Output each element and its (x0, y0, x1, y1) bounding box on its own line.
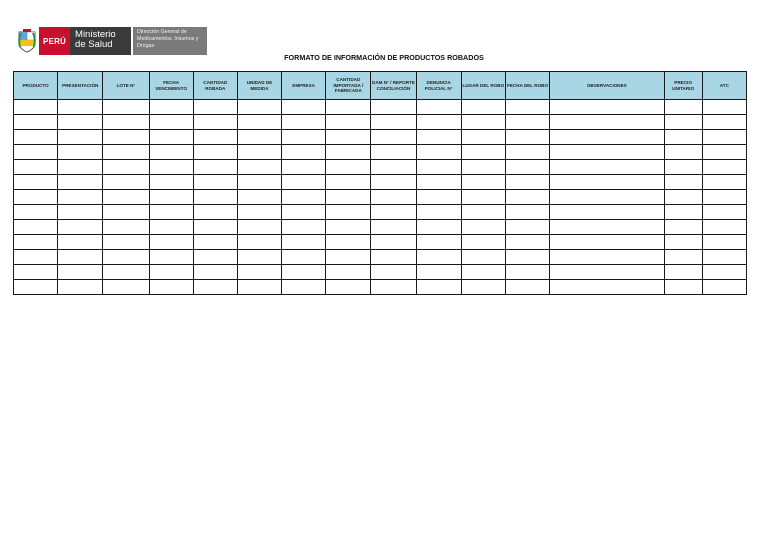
table-cell[interactable] (505, 145, 549, 160)
table-cell[interactable] (14, 265, 58, 280)
table-cell[interactable] (461, 205, 505, 220)
table-cell[interactable] (416, 115, 461, 130)
column-header: FECHA VENCIMIENTO (149, 72, 193, 100)
table-cell[interactable] (14, 250, 58, 265)
table-cell[interactable] (103, 235, 149, 250)
table-cell[interactable] (505, 265, 549, 280)
table-cell[interactable] (416, 280, 461, 295)
table-cell[interactable] (193, 130, 237, 145)
table-cell[interactable] (149, 205, 193, 220)
table-cell[interactable] (103, 250, 149, 265)
table-cell[interactable] (237, 115, 281, 130)
table-cell[interactable] (461, 280, 505, 295)
table-cell[interactable] (14, 190, 58, 205)
logo-directorate-label: Dirección General de Medicamentos, Insumos y Drogas (133, 27, 207, 55)
table-cell[interactable] (149, 235, 193, 250)
table-row (14, 235, 747, 250)
table-cell[interactable] (461, 250, 505, 265)
table-cell[interactable] (326, 265, 371, 280)
table-cell[interactable] (326, 220, 371, 235)
column-header: LOTE N° (103, 72, 149, 100)
table-cell[interactable] (702, 100, 746, 115)
table-cell[interactable] (103, 175, 149, 190)
table-cell[interactable] (664, 250, 702, 265)
table-cell[interactable] (702, 145, 746, 160)
ministry-logo (15, 27, 207, 55)
table-cell[interactable] (58, 250, 103, 265)
table-cell[interactable] (416, 235, 461, 250)
table-cell[interactable] (282, 115, 326, 130)
table-cell[interactable] (237, 130, 281, 145)
table-cell[interactable] (326, 130, 371, 145)
table-cell[interactable] (461, 220, 505, 235)
table-cell[interactable] (702, 265, 746, 280)
table-cell[interactable] (193, 190, 237, 205)
table-cell[interactable] (326, 235, 371, 250)
table-cell[interactable] (237, 280, 281, 295)
table-cell[interactable] (371, 130, 416, 145)
table-header-row (14, 72, 747, 100)
table-cell[interactable] (282, 145, 326, 160)
table-cell[interactable] (58, 175, 103, 190)
table-cell[interactable] (505, 115, 549, 130)
table-cell[interactable] (282, 235, 326, 250)
table-cell[interactable] (193, 160, 237, 175)
table-cell[interactable] (282, 280, 326, 295)
table-cell[interactable] (461, 100, 505, 115)
table-cell[interactable] (550, 250, 664, 265)
table-cell[interactable] (14, 220, 58, 235)
table-cell[interactable] (14, 175, 58, 190)
table-cell[interactable] (664, 265, 702, 280)
table-cell[interactable] (461, 235, 505, 250)
table-cell[interactable] (664, 145, 702, 160)
column-header: ATC (702, 72, 746, 100)
table-cell[interactable] (416, 130, 461, 145)
table-cell[interactable] (326, 190, 371, 205)
table-cell[interactable] (702, 175, 746, 190)
table-cell[interactable] (193, 220, 237, 235)
table-cell[interactable] (237, 250, 281, 265)
table-cell[interactable] (416, 250, 461, 265)
table-cell[interactable] (505, 175, 549, 190)
table-cell[interactable] (702, 115, 746, 130)
peru-coat-of-arms-icon (15, 27, 39, 55)
table-cell[interactable] (149, 220, 193, 235)
table-cell[interactable] (193, 205, 237, 220)
table-cell[interactable] (14, 130, 58, 145)
table-row (14, 100, 747, 115)
table-cell[interactable] (461, 145, 505, 160)
table-cell[interactable] (416, 175, 461, 190)
table-cell[interactable] (371, 115, 416, 130)
table-cell[interactable] (550, 175, 664, 190)
table-cell[interactable] (505, 100, 549, 115)
table-cell[interactable] (282, 250, 326, 265)
table-cell[interactable] (461, 115, 505, 130)
table-cell[interactable] (58, 130, 103, 145)
table-cell[interactable] (193, 235, 237, 250)
table-cell[interactable] (371, 235, 416, 250)
table-cell[interactable] (664, 220, 702, 235)
table-cell[interactable] (371, 145, 416, 160)
table-cell[interactable] (505, 235, 549, 250)
table-cell[interactable] (149, 160, 193, 175)
table-cell[interactable] (14, 100, 58, 115)
table-cell[interactable] (14, 160, 58, 175)
table-cell[interactable] (505, 280, 549, 295)
table-cell[interactable] (416, 100, 461, 115)
table-cell[interactable] (326, 100, 371, 115)
table-cell[interactable] (58, 160, 103, 175)
table-cell[interactable] (149, 190, 193, 205)
column-header: FECHA DEL ROBO (505, 72, 549, 100)
table-cell[interactable] (505, 250, 549, 265)
table-cell[interactable] (58, 205, 103, 220)
table-cell[interactable] (664, 160, 702, 175)
column-header: DENUNCIA POLICIAL N° (416, 72, 461, 100)
table-cell[interactable] (237, 190, 281, 205)
table-cell[interactable] (664, 100, 702, 115)
table-cell[interactable] (193, 265, 237, 280)
table-cell[interactable] (103, 145, 149, 160)
table-cell[interactable] (237, 100, 281, 115)
table-cell[interactable] (326, 175, 371, 190)
column-header: CANTIDAD IMPORTADA / FABRICADA (326, 72, 371, 100)
table-cell[interactable] (149, 175, 193, 190)
table-cell[interactable] (103, 130, 149, 145)
table-cell[interactable] (149, 130, 193, 145)
table-cell[interactable] (550, 265, 664, 280)
table-cell[interactable] (14, 235, 58, 250)
table-cell[interactable] (371, 280, 416, 295)
table-cell[interactable] (282, 265, 326, 280)
table-cell[interactable] (664, 205, 702, 220)
table-cell[interactable] (371, 100, 416, 115)
table-cell[interactable] (282, 175, 326, 190)
table-cell[interactable] (58, 145, 103, 160)
table-cell[interactable] (103, 280, 149, 295)
table-cell[interactable] (149, 250, 193, 265)
table-cell[interactable] (149, 145, 193, 160)
table-cell[interactable] (416, 190, 461, 205)
table-cell[interactable] (193, 115, 237, 130)
table-cell[interactable] (237, 145, 281, 160)
table-cell[interactable] (664, 190, 702, 205)
table-cell[interactable] (282, 100, 326, 115)
table-row (14, 280, 747, 295)
table-cell[interactable] (550, 190, 664, 205)
table-row (14, 250, 747, 265)
table-cell[interactable] (326, 250, 371, 265)
table-cell[interactable] (193, 100, 237, 115)
table-cell[interactable] (237, 220, 281, 235)
table-cell[interactable] (193, 175, 237, 190)
table-cell[interactable] (550, 220, 664, 235)
table-cell[interactable] (505, 160, 549, 175)
table-cell[interactable] (237, 265, 281, 280)
table-row (14, 175, 747, 190)
table-cell[interactable] (702, 160, 746, 175)
table-cell[interactable] (416, 205, 461, 220)
table-cell[interactable] (326, 280, 371, 295)
table-cell[interactable] (282, 205, 326, 220)
column-header: PRECIO UNITARIO (664, 72, 702, 100)
table-cell[interactable] (416, 145, 461, 160)
table-cell[interactable] (505, 220, 549, 235)
table-row (14, 190, 747, 205)
table-cell[interactable] (103, 190, 149, 205)
table-cell[interactable] (371, 160, 416, 175)
table-cell[interactable] (702, 235, 746, 250)
table-cell[interactable] (282, 190, 326, 205)
table-cell[interactable] (193, 250, 237, 265)
column-header: EMPRESA (282, 72, 326, 100)
column-header: CANTIDAD ROBADA (193, 72, 237, 100)
table-cell[interactable] (461, 175, 505, 190)
table-cell[interactable] (58, 280, 103, 295)
table-cell[interactable] (58, 235, 103, 250)
table-row (14, 220, 747, 235)
table-cell[interactable] (149, 280, 193, 295)
table-cell[interactable] (550, 160, 664, 175)
table-cell[interactable] (237, 175, 281, 190)
table-cell[interactable] (371, 205, 416, 220)
table-cell[interactable] (461, 130, 505, 145)
table-cell[interactable] (416, 220, 461, 235)
column-header: UNIDAD DE MEDIDA (237, 72, 281, 100)
column-header: LUGAR DEL ROBO (461, 72, 505, 100)
table-cell[interactable] (326, 115, 371, 130)
table-cell[interactable] (326, 160, 371, 175)
table-cell[interactable] (58, 265, 103, 280)
table-cell[interactable] (550, 205, 664, 220)
table-cell[interactable] (550, 280, 664, 295)
table-cell[interactable] (664, 115, 702, 130)
table-cell[interactable] (550, 100, 664, 115)
table-cell[interactable] (702, 190, 746, 205)
logo-country-label: PERÚ (39, 27, 70, 55)
table-cell[interactable] (237, 235, 281, 250)
table-cell[interactable] (416, 160, 461, 175)
table-row (14, 205, 747, 220)
table-cell[interactable] (103, 205, 149, 220)
table-cell[interactable] (664, 235, 702, 250)
table-cell[interactable] (237, 205, 281, 220)
table-cell[interactable] (371, 175, 416, 190)
table-cell[interactable] (193, 145, 237, 160)
table-cell[interactable] (193, 280, 237, 295)
table-cell[interactable] (461, 265, 505, 280)
table-cell[interactable] (282, 220, 326, 235)
table-cell[interactable] (103, 115, 149, 130)
table-cell[interactable] (103, 160, 149, 175)
table-cell[interactable] (237, 160, 281, 175)
table-cell[interactable] (664, 175, 702, 190)
table-cell[interactable] (326, 145, 371, 160)
table-cell[interactable] (505, 205, 549, 220)
table-cell[interactable] (371, 220, 416, 235)
table-cell[interactable] (58, 220, 103, 235)
column-header: DAM N° / REPORTE CONCILIACIÓN (371, 72, 416, 100)
table-row (14, 265, 747, 280)
table-cell[interactable] (702, 250, 746, 265)
table-cell[interactable] (550, 130, 664, 145)
table-cell[interactable] (550, 145, 664, 160)
table-cell[interactable] (58, 100, 103, 115)
table-row (14, 160, 747, 175)
logo-ministry-label: Ministerio de Salud (70, 27, 131, 55)
table-cell[interactable] (371, 190, 416, 205)
table-cell[interactable] (702, 205, 746, 220)
table-cell[interactable] (505, 190, 549, 205)
table-cell[interactable] (664, 280, 702, 295)
table-cell[interactable] (149, 265, 193, 280)
table-cell[interactable] (550, 115, 664, 130)
table-cell[interactable] (702, 130, 746, 145)
table-cell[interactable] (103, 265, 149, 280)
table-cell[interactable] (58, 115, 103, 130)
column-header: OBSERVACIONES (550, 72, 664, 100)
table-cell[interactable] (505, 130, 549, 145)
table-cell[interactable] (282, 160, 326, 175)
table-cell[interactable] (664, 130, 702, 145)
table-cell[interactable] (461, 190, 505, 205)
stolen-products-table (13, 71, 747, 295)
table-cell[interactable] (702, 220, 746, 235)
table-cell[interactable] (702, 280, 746, 295)
document-title: FORMATO DE INFORMACIÓN DE PRODUCTOS ROBADOS (284, 53, 484, 62)
table-cell[interactable] (14, 205, 58, 220)
table-cell[interactable] (149, 100, 193, 115)
table-row (14, 145, 747, 160)
table-cell[interactable] (14, 145, 58, 160)
table-cell[interactable] (550, 235, 664, 250)
column-header: PRESENTACIÓN (58, 72, 103, 100)
table-cell[interactable] (58, 190, 103, 205)
table-cell[interactable] (461, 160, 505, 175)
table-row (14, 130, 747, 145)
table-row (14, 115, 747, 130)
table-cell[interactable] (416, 265, 461, 280)
table-cell[interactable] (371, 265, 416, 280)
table-cell[interactable] (14, 280, 58, 295)
table-cell[interactable] (103, 220, 149, 235)
table-cell[interactable] (371, 250, 416, 265)
table-cell[interactable] (326, 205, 371, 220)
table-cell[interactable] (14, 115, 58, 130)
table-cell[interactable] (282, 130, 326, 145)
column-header: PRODUCTO (14, 72, 58, 100)
table-cell[interactable] (103, 100, 149, 115)
table-cell[interactable] (149, 115, 193, 130)
